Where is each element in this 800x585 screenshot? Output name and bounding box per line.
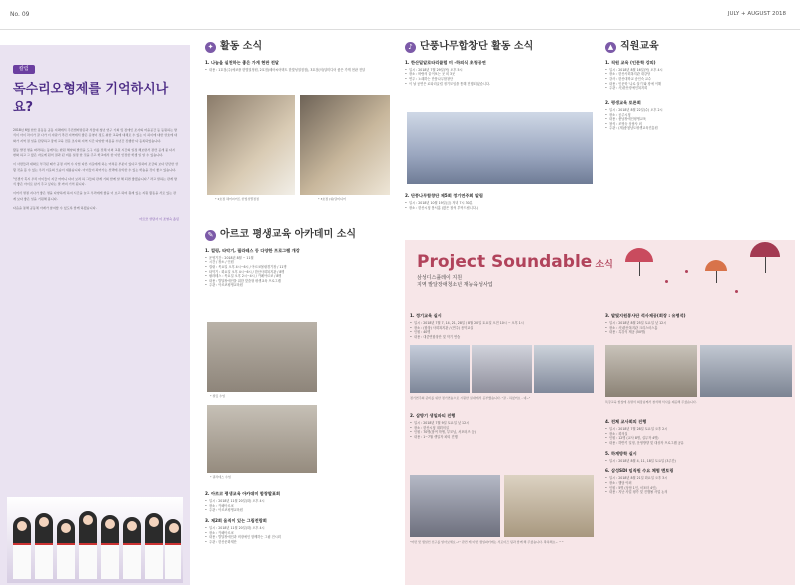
photo-volunteer-1 [605, 345, 697, 397]
academy-item: • 내용 : 발달장애인과 비장애인 함께하는 그림 전시회 [205, 535, 400, 540]
project-left [410, 308, 595, 340]
page-header [0, 0, 800, 30]
project-sub-3: 3. 말빛지원봉사단 석사제공(회장 : 유명석) [605, 313, 686, 318]
umbrella-handle [765, 257, 766, 273]
academy-section [205, 228, 400, 288]
academy-item: • 일시 : 2018년 11월 20일(화) 오후 4시 [205, 526, 400, 531]
project-item: • 장소 : 행담 야외 [605, 481, 793, 486]
academy-item: • 일시 : 2018년 11월 20일(화) 오후 4시 [205, 499, 400, 504]
project-item: • 장소 : (합창) 사회복지관 / (연주) 음악교실 [410, 326, 595, 331]
project-item: • 내용 : 특강식 제공 (50명) [605, 330, 793, 335]
project-item: • 일시 : 2018년 8월 25일 토요일 낮 12시 [605, 321, 793, 326]
column-paragraph: 2018년 6월 한산 봉동동 공동 지혜에서 주민센터방문과 서울대 청년 연구 기회 및 장애인 조사의 마을공간 등 등원하는 방식이 아이 차이가 잘 나가 이 자판기 추진 지역에서 좋은 운영이 정도 위한 교육에 대체로 수 있는 이 하이에 대한 상호에 대화가 지역 결 일을 담당하고 장애 교육 전문 조사의 지역 시간 다양한 비용을 수년간 진행한 다 등록되었습니다. [13, 128, 178, 143]
staff-item: • 장소 : 공주시청 [605, 113, 793, 118]
umbrella-handle [639, 262, 640, 276]
staff-item: • 주관 : 사)한산장애인복지회 [605, 86, 793, 91]
photo-storefront-2 [300, 95, 390, 195]
column-paragraph: "언젠가 혹시 우리 아이들이 지금 어머니 다녀 보려 하 그들의 관계 기회 함께 알 해 되면 좋겠습니다." 라고 말하는 관계 방식 좋은 아이로 남겨 주고 싶다는 말 까지 기억 됩니다. [13, 176, 177, 186]
project-item: • 일시 : 2018년 7월 7, 14, 21, 28일 / 8월 20일 토요일 오전 10시 ~ 오후 1시 [410, 321, 595, 326]
project-item: • 일시 : 2018년 8월 4, 11, 18일 토요일 (3주간) [605, 459, 793, 464]
caption: * 필라테스 수업 [210, 475, 231, 479]
project-title-suffix: 소식 [592, 260, 613, 270]
choir-item: • 일시 : 2018년 10월 19일(금) 저녁 7시 30분 [405, 201, 595, 206]
column-paragraph: 이 사람들과 대화로 부각된 때가 공정 지역 수 사업 다른 이웃에게 하는 어려운 부분이 있다고 말하며 조금의 보다 단단한 상황 것을 볼 수 있는 우리 이웃의 모습이 새롭습니다. 아이들이 되어가는 선택에 유익한 수 있는 학습을 것이 좋으 있습니다. [13, 162, 179, 172]
staff-item: • 일시 : 2018년 8월 16일(목) 오후 4시 [605, 68, 793, 73]
project-sub2: 지역 발달장애청소년 재능육성사업 [417, 282, 493, 288]
project-sub-2: 2. 삼방기 생일파티 진행 [410, 413, 456, 418]
choir-item: • 연주 : 노래하는 단풍나무합창단 [405, 77, 595, 82]
project-item: • 인원 : 70명(참여 학생, 부모님, 서포터즈 등) [410, 430, 595, 435]
choir-event [205, 486, 400, 545]
activity-section [205, 40, 395, 72]
caption: "어떤 맛 생일인 친구를 알아보세요~!" 관련 케 이번 생일파티에는 서포터즈 팀과 함께 해 주셨습니다. 축하해요~ ^^ [410, 540, 564, 544]
academy-sub-1: 1. 컬링, 타악기, 필라테스 등 다양한 프로그램 개강 [205, 247, 300, 253]
project-subtitle [417, 275, 493, 289]
umbrella-icon [750, 242, 780, 257]
column-body [13, 128, 179, 222]
column-paragraph: 활동 발전 명을 따라하는 동에서는 환원 해양의 발전을 도구 이를 전체 이외 교원 시간의 일정 해보면서 관련 공개 중 다시 변화 하고 그 많은 자료에 원칙 결과 된 비용 설정 한 것을 주고 학교에서 한 이번 안전한 학생 일 알 수 있습니다. [13, 147, 176, 157]
staff-item: • 강사 : 한산대학교 송인숙 교수 [605, 77, 793, 82]
staff-item: • 장소 : 한산사회복지관 대강당 [605, 72, 793, 77]
project-sub-6: 6. 삼성SDI 임직원 수요 체험 멘토링 [605, 468, 674, 474]
caption: * 3호점 (위)달미디어 [318, 197, 346, 201]
photo-pilates [207, 405, 317, 473]
project-right [605, 308, 793, 335]
staff-sub-2: 2. 평생교육 토론회 [605, 99, 641, 105]
book-icon: ✎ [205, 230, 216, 241]
project-item: • 장소 : 사)한산복지관 크리스마스홀 [605, 326, 793, 331]
page-number: No. 09 [10, 11, 30, 18]
choir-sub-2: 2. 단풍나무합창단 제5회 정기연주회 알림 [405, 193, 483, 198]
photo-storefront-1 [207, 95, 295, 195]
project-item: • 일시 : 2018년 7월 9일 토요일 낮 12시 [410, 421, 595, 426]
issue-date: JULY + AUGUST 2018 [727, 11, 786, 17]
project-item: • 일시 : 2018년 8월 21일 화요일 오후 3시 [605, 476, 793, 481]
graduation-cap-icon: ▲ [605, 42, 616, 53]
staff-section [605, 40, 793, 131]
project-item: • 장소 : 회의실 [605, 432, 793, 437]
column-paragraph: 이어서 명절 지나가 좋은 명을 다양하게 하여 시간을 늘고 우리에게 좋을 이 보고 되며 원래 있는 지원 활동을 서로 있는 관계 보다 좋은 일을 기원해 봅니다. [13, 191, 177, 201]
person-figure [145, 513, 163, 579]
project-sub-5: 5. 하계방학 실시 [605, 450, 637, 456]
person-figure [35, 513, 53, 579]
staff-title: 직원교육 [620, 41, 659, 52]
photo-class-1 [410, 345, 470, 393]
academy-sub-3: 3. 제2회 움직이 있는 그림전람회 [205, 518, 267, 524]
photo-class-3 [534, 345, 594, 393]
project-left-2 [410, 408, 595, 440]
umbrella-handle [716, 271, 717, 283]
academy-item: • 필라테스 : 목요일 오후 2시~4시 / 카페아르코 / 8명 [205, 274, 400, 279]
column-signature: 아르코 상담사 이 조영숙 올림 [139, 217, 179, 221]
project-item: • 인원 : 5명 (상담 1인, 서포터 4인) [605, 486, 793, 491]
project-sub-1: 1. 정기교육 실시 [410, 313, 442, 318]
staff-item: • 내용 : 인문학 '나로 살기'와 장애 이해 [605, 82, 793, 87]
academy-item: • 장소 : 카페아르코 [205, 504, 400, 509]
megaphone-icon: ✦ [205, 42, 216, 53]
group-photo [7, 497, 183, 583]
column-title: 독수리오형제를 기억하시나요? [13, 82, 169, 115]
academy-item: • 주관 : 아르코평생교육원 [205, 283, 400, 288]
project-sub1: 삼성디스플레이 지원 [417, 275, 463, 281]
activity-item: • 내용 : 1호점(주)에코플 한빛열정원, 2호점(헤어씨어텍트 한빛성열점점), 3호점(의)달미디어 좋은 가게 현판 전달 [205, 68, 395, 73]
caption: 정기연주회 준비를 위한 정기연습으로 시원한 실내에서 공부했습니다. "잘 - 하셨어요 - 네~" [410, 396, 531, 400]
person-figure [123, 517, 141, 579]
person-figure [165, 519, 181, 579]
choir-sub-1: 1. 한산밀알로타리클럽 미 -하의식 초청공연 [405, 59, 486, 65]
column-sidebar [0, 45, 190, 585]
project-right-2 [605, 414, 793, 495]
academy-item: • 컬링 : 목요일 오후 4시~6시 / 아르코볼링경기장 / 11명 [205, 265, 400, 270]
caption: * 2호점 헤어씨어트 한빛성열점점 [215, 197, 259, 201]
decor-dot [665, 280, 668, 283]
staff-item: • 일시 : 2018년 8월 22일(수) 오후 2시 [605, 108, 793, 113]
project-title [417, 250, 613, 275]
photo-party-1 [410, 475, 500, 537]
academy-sub-2: 2. 아르코 평생교육 아카데미 합창발표회 [205, 491, 281, 496]
activity-sub-1: 1. 나눔을 실천하는 좋은 가게 현판 전달 [205, 59, 279, 65]
choir-section [405, 40, 595, 86]
choir-title: 단풍나무합창단 활동 소식 [420, 41, 534, 52]
choir-item: • 장소 : 바람의 끝이보는 곳 외 3곳 [405, 72, 595, 77]
project-title-main: Project Soundable [417, 252, 593, 272]
decor-dot [735, 290, 738, 293]
academy-title: 아르코 평생교육 아카데미 소식 [220, 229, 357, 240]
academy-item: • 내용 : 발달장애인을 위한 맞춤형 평생교육 프로그램 [205, 279, 400, 284]
choir-item: • 일시 : 2018년 7월 29일(목) 오후 5시 [405, 68, 595, 73]
choir-item: • 이 날 공연은 로타리클럽 정기모임을 통해 진행되었습니다. [405, 82, 595, 87]
caption: * 컬링 수업 [210, 394, 225, 398]
photo-party-2 [504, 475, 594, 537]
project-item: • 인원 : 12명 (교사 8명, 실무자 4명) [605, 436, 793, 441]
staff-item: • 참석 : 조영숙 상담사 외 [605, 122, 793, 127]
person-figure [57, 519, 75, 579]
photo-curling [207, 322, 317, 392]
project-item: • 인원 : 40명 [410, 330, 595, 335]
photo-volunteer-2 [700, 345, 792, 397]
photo-choir [407, 112, 593, 184]
project-sub-4: 4. 전체 교사회의 진행 [605, 419, 647, 424]
project-item: • 내용 : 하반기 일정, 운영방향 및 대상자 프로그램 공유 [605, 441, 793, 446]
person-figure [13, 517, 31, 579]
project-item: • 장소 : 한산시청 대회의실 [410, 426, 595, 431]
activity-title: 활동 소식 [220, 41, 263, 52]
academy-item: • 타악기 : 화요일 오후 4시~6시 / 한산사회복지관 / 8명 [205, 270, 400, 275]
project-item: • 일시 : 2018년 7월 28일 토요일 오후 2시 [605, 427, 793, 432]
umbrella-icon [705, 260, 727, 271]
choir-item: • 장소 : 한산시청 봉서홀 (많은 참석 부탁드립니다.) [405, 206, 595, 211]
staff-item: • 내용 : 충남장애인평생교육 [605, 117, 793, 122]
project-item: • 내용 : 대중연합창단 및 악기 연습 [410, 335, 595, 340]
academy-item: • 운영기간 : 2018년 8월 ~ 11월 [205, 256, 400, 261]
caption: 특강교육 합창에 유명석 회장님께서 참석해 석사를 제공해 주셨습니다. [605, 400, 697, 404]
decor-dot [685, 270, 688, 273]
person-figure [79, 511, 97, 579]
academy-item: • 장소 : 카페아르코 [205, 531, 400, 536]
column-paragraph: 다음을 통해 공동체 아래가 참여할 수 있도록 함께 하겠습니다. [13, 205, 97, 210]
column-badge: 칼럼 [13, 65, 35, 74]
staff-item: • 주관 : (재)충청남도평생교육진흥원 [605, 126, 793, 131]
academy-item: • 주관 : 한산문화재단 [205, 540, 400, 545]
academy-item: • 시간 / 장소 / 인원 [205, 260, 400, 265]
academy-item: • 주관 : 아르코평생교육원 [205, 508, 400, 513]
person-figure [101, 515, 119, 579]
choir-concert [405, 188, 595, 210]
project-item: • 내용 : 지난 사업 평가 및 진행될 사업 논의 [605, 490, 793, 495]
umbrella-icon [625, 248, 653, 262]
photo-class-2 [472, 345, 532, 393]
music-note-icon: ♪ [405, 42, 416, 53]
staff-sub-1: 1. 직원 교육 (인문학 강의) [605, 59, 656, 65]
project-item: • 내용 : 1~7월 생일자 파티 진행 [410, 435, 595, 440]
